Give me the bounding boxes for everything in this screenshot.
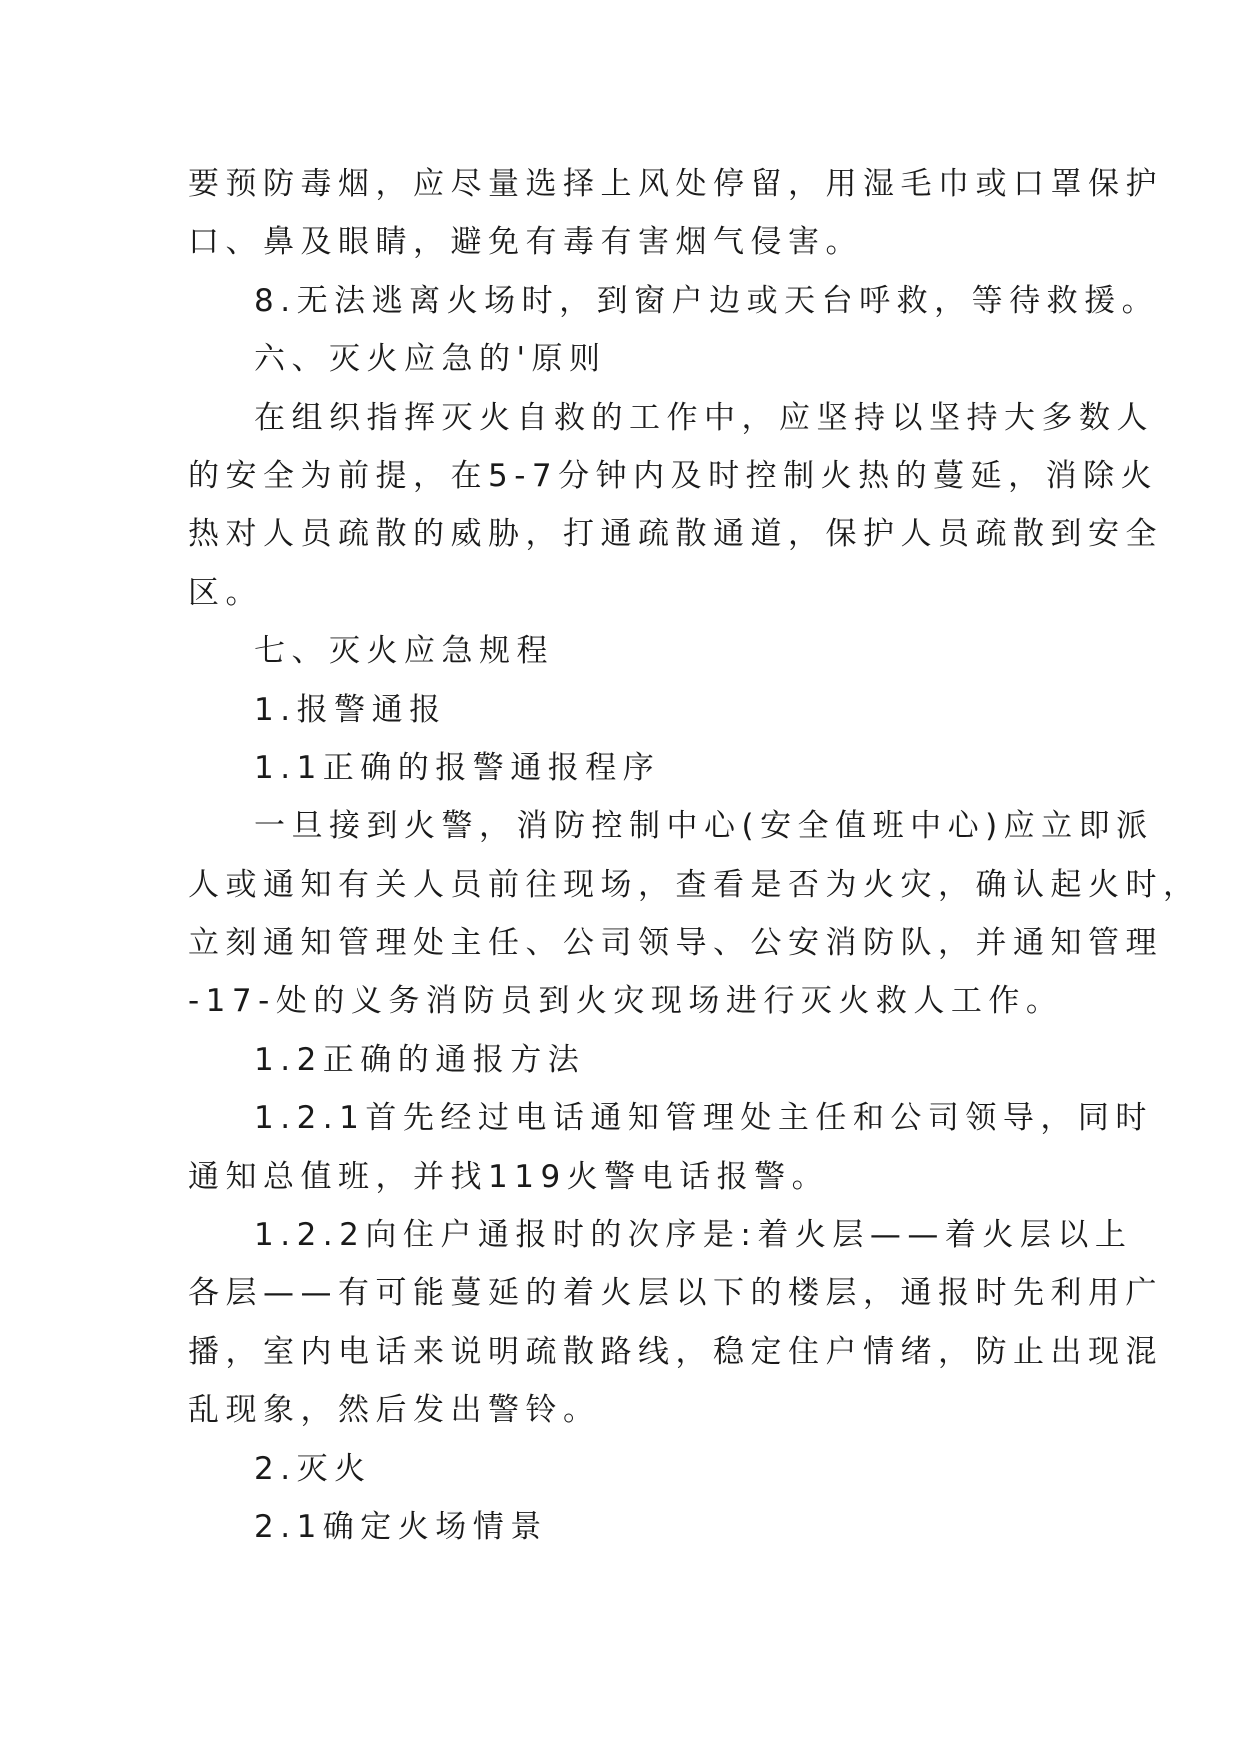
subsection-heading: 1.1正确的报警通报程序 xyxy=(254,749,661,786)
paragraph-start: 1.2.1首先经过电话通知管理处主任和公司领导，同时 xyxy=(254,1100,1153,1137)
text-line: 口、鼻及眼睛，避免有毒有害烟气侵害。 xyxy=(188,224,863,261)
subsection-heading: 1.报警通报 xyxy=(254,691,447,728)
text-line: 各层——有可能蔓延的着火层以下的楼层，通报时先利用广 xyxy=(188,1275,1163,1312)
subsection-heading: 2.灭火 xyxy=(254,1450,372,1487)
paragraph-start: 一旦接到火警，消防控制中心(安全值班中心)应立即派 xyxy=(254,808,1154,845)
subsection-heading: 1.2正确的通报方法 xyxy=(254,1041,586,1078)
text-line: 通知总值班，并找119火警电话报警。 xyxy=(188,1158,830,1195)
document-body xyxy=(188,155,1201,1556)
paragraph-start: 1.2.2向住户通报时的次序是:着火层——着火层以上 xyxy=(254,1217,1133,1254)
text-line: 乱现象，然后发出警铃。 xyxy=(188,1392,601,1429)
section-heading: 七、灭火应急规程 xyxy=(254,633,554,670)
subsection-heading: 2.1确定火场情景 xyxy=(254,1508,548,1545)
text-line: 要预防毒烟，应尽量选择上风处停留，用湿毛巾或口罩保护 xyxy=(188,166,1163,202)
text-line: 区。 xyxy=(188,574,263,611)
text-line: 播，室内电话来说明疏散路线，稳定住户情绪，防止出现混 xyxy=(188,1333,1163,1370)
section-heading: 六、灭火应急的'原则 xyxy=(254,341,607,378)
text-line: 热对人员疏散的威胁，打通疏散通道，保护人员疏散到安全 xyxy=(188,516,1163,553)
text-line: 立刻通知管理处主任、公司领导、公安消防队，并通知管理 xyxy=(188,925,1163,962)
list-item: 8.无法逃离火场时，到窗户边或天台呼救，等待救援。 xyxy=(254,282,1160,319)
paragraph-start: 在组织指挥灭火自救的工作中，应坚持以坚持大多数人 xyxy=(254,399,1154,436)
text-line: -17-处的义务消防员到火灾现场进行灭火救人工作。 xyxy=(188,983,1064,1020)
text-line: 人或通知有关人员前往现场，查看是否为火灾，确认起火时， xyxy=(188,866,1201,903)
text-line: 的安全为前提，在5-7分钟内及时控制火热的蔓延，消除火 xyxy=(188,457,1159,494)
